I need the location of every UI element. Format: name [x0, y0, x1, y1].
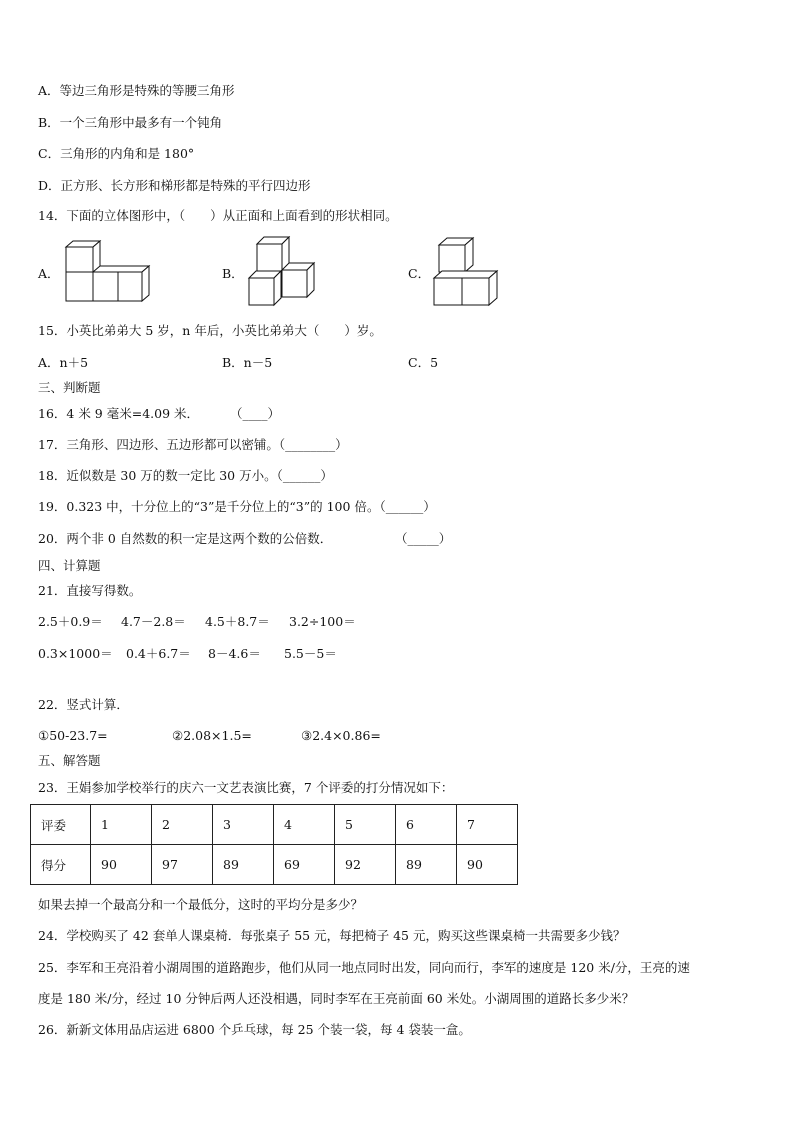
table-cell: 1	[91, 805, 152, 845]
question-25-line1: 25．李军和王亮沿着小湖周围的道路跑步，他们从同一地点同时出发，同向而行，李军的速度是 120 米/分，王亮的速	[38, 960, 690, 975]
table-cell: 3	[213, 805, 274, 845]
option-15-b: B．n－5	[222, 355, 273, 370]
question-26: 26．新新文体用品店运进 6800 个乒乓球，每 25 个装一袋，每 4 袋装一盒。	[38, 1022, 471, 1037]
table-cell: 4	[274, 805, 335, 845]
question-16-blank: （____）	[230, 406, 281, 421]
question-21-stem: 21．直接写得数。	[38, 583, 142, 598]
vertical-calc-item: ③2.4×0.86=	[301, 728, 381, 743]
cube-figure-c	[430, 236, 502, 308]
option-14-a-label: A．	[38, 266, 60, 281]
calc-item: 8－4.6＝	[208, 646, 261, 661]
calc-item: 4.5＋8.7＝	[205, 614, 270, 629]
vertical-calc-item: ①50-23.7=	[38, 728, 108, 743]
section-5-heading: 五、解答题	[38, 753, 101, 768]
score-table	[30, 804, 518, 885]
question-23-stem: 23．王娟参加学校举行的庆六一文艺表演比赛，7 个评委的打分情况如下：	[38, 780, 454, 795]
option-13-b: B．一个三角形中最多有一个钝角	[38, 115, 223, 130]
option-13-d: D．正方形、长方形和梯形都是特殊的平行四边形	[38, 178, 311, 193]
table-cell: 7	[457, 805, 518, 845]
table-cell: 2	[152, 805, 213, 845]
cube-figure-a	[62, 240, 158, 304]
calc-item: 2.5＋0.9＝	[38, 614, 103, 629]
question-20-blank: （_____）	[395, 531, 452, 546]
question-19: 19．0.323 中，十分位上的“3”是千分位上的“3”的 100 倍。（______）	[38, 499, 436, 514]
calc-item: 4.7－2.8＝	[121, 614, 186, 629]
vertical-calc-item: ②2.08×1.5=	[172, 728, 252, 743]
calc-item: 0.4＋6.7＝	[126, 646, 191, 661]
table-cell: 5	[335, 805, 396, 845]
calc-item: 5.5－5＝	[284, 646, 337, 661]
table-cell: 89	[396, 845, 457, 885]
table-cell: 90	[457, 845, 518, 885]
question-16: 16．4 米 9 毫米=4.09 米．	[38, 406, 200, 421]
table-row	[31, 845, 518, 885]
question-25-line2: 度是 180 米/分，经过 10 分钟后两人还没相遇，同时李军在王亮前面 60 米处。小湖周围的道路长多少米？	[38, 991, 635, 1006]
table-cell: 92	[335, 845, 396, 885]
table-cell: 90	[91, 845, 152, 885]
option-15-c: C．5	[408, 355, 439, 370]
question-22-stem: 22．竖式计算．	[38, 697, 129, 712]
calc-item: 0.3×1000＝	[38, 646, 113, 661]
question-23-ask: 如果去掉一个最高分和一个最低分，这时的平均分是多少？	[38, 897, 364, 912]
calc-item: 3.2÷100＝	[289, 614, 356, 629]
table-row	[31, 805, 518, 845]
cube-figure-b	[246, 236, 326, 308]
question-20: 20．两个非 0 自然数的积一定是这两个数的公倍数．	[38, 531, 333, 546]
table-cell: 69	[274, 845, 335, 885]
section-3-heading: 三、判断题	[38, 380, 101, 395]
question-14-stem: 14．下面的立体图形中，（ ）从正面和上面看到的形状相同。	[38, 208, 398, 223]
table-cell: 评委	[31, 805, 91, 845]
section-4-heading: 四、计算题	[38, 558, 101, 573]
question-18: 18．近似数是 30 万的数一定比 30 万小。（______）	[38, 468, 333, 483]
option-13-a: A．等边三角形是特殊的等腰三角形	[38, 83, 235, 98]
option-14-b-label: B．	[222, 266, 244, 281]
question-15-stem: 15．小英比弟弟大 5 岁，n 年后，小英比弟弟大（ ）岁。	[38, 323, 382, 338]
option-15-a: A．n＋5	[38, 355, 89, 370]
option-13-c: C．三角形的内角和是 180°	[38, 146, 195, 161]
table-cell: 89	[213, 845, 274, 885]
table-cell: 得分	[31, 845, 91, 885]
table-cell: 97	[152, 845, 213, 885]
table-cell: 6	[396, 805, 457, 845]
option-14-c-label: C．	[408, 266, 431, 281]
question-24: 24．学校购买了 42 套单人课桌椅．每张桌子 55 元，每把椅子 45 元，购买这些课桌椅一共需要多少钱？	[38, 928, 626, 943]
question-17: 17．三角形、四边形、五边形都可以密铺。（________）	[38, 437, 348, 452]
